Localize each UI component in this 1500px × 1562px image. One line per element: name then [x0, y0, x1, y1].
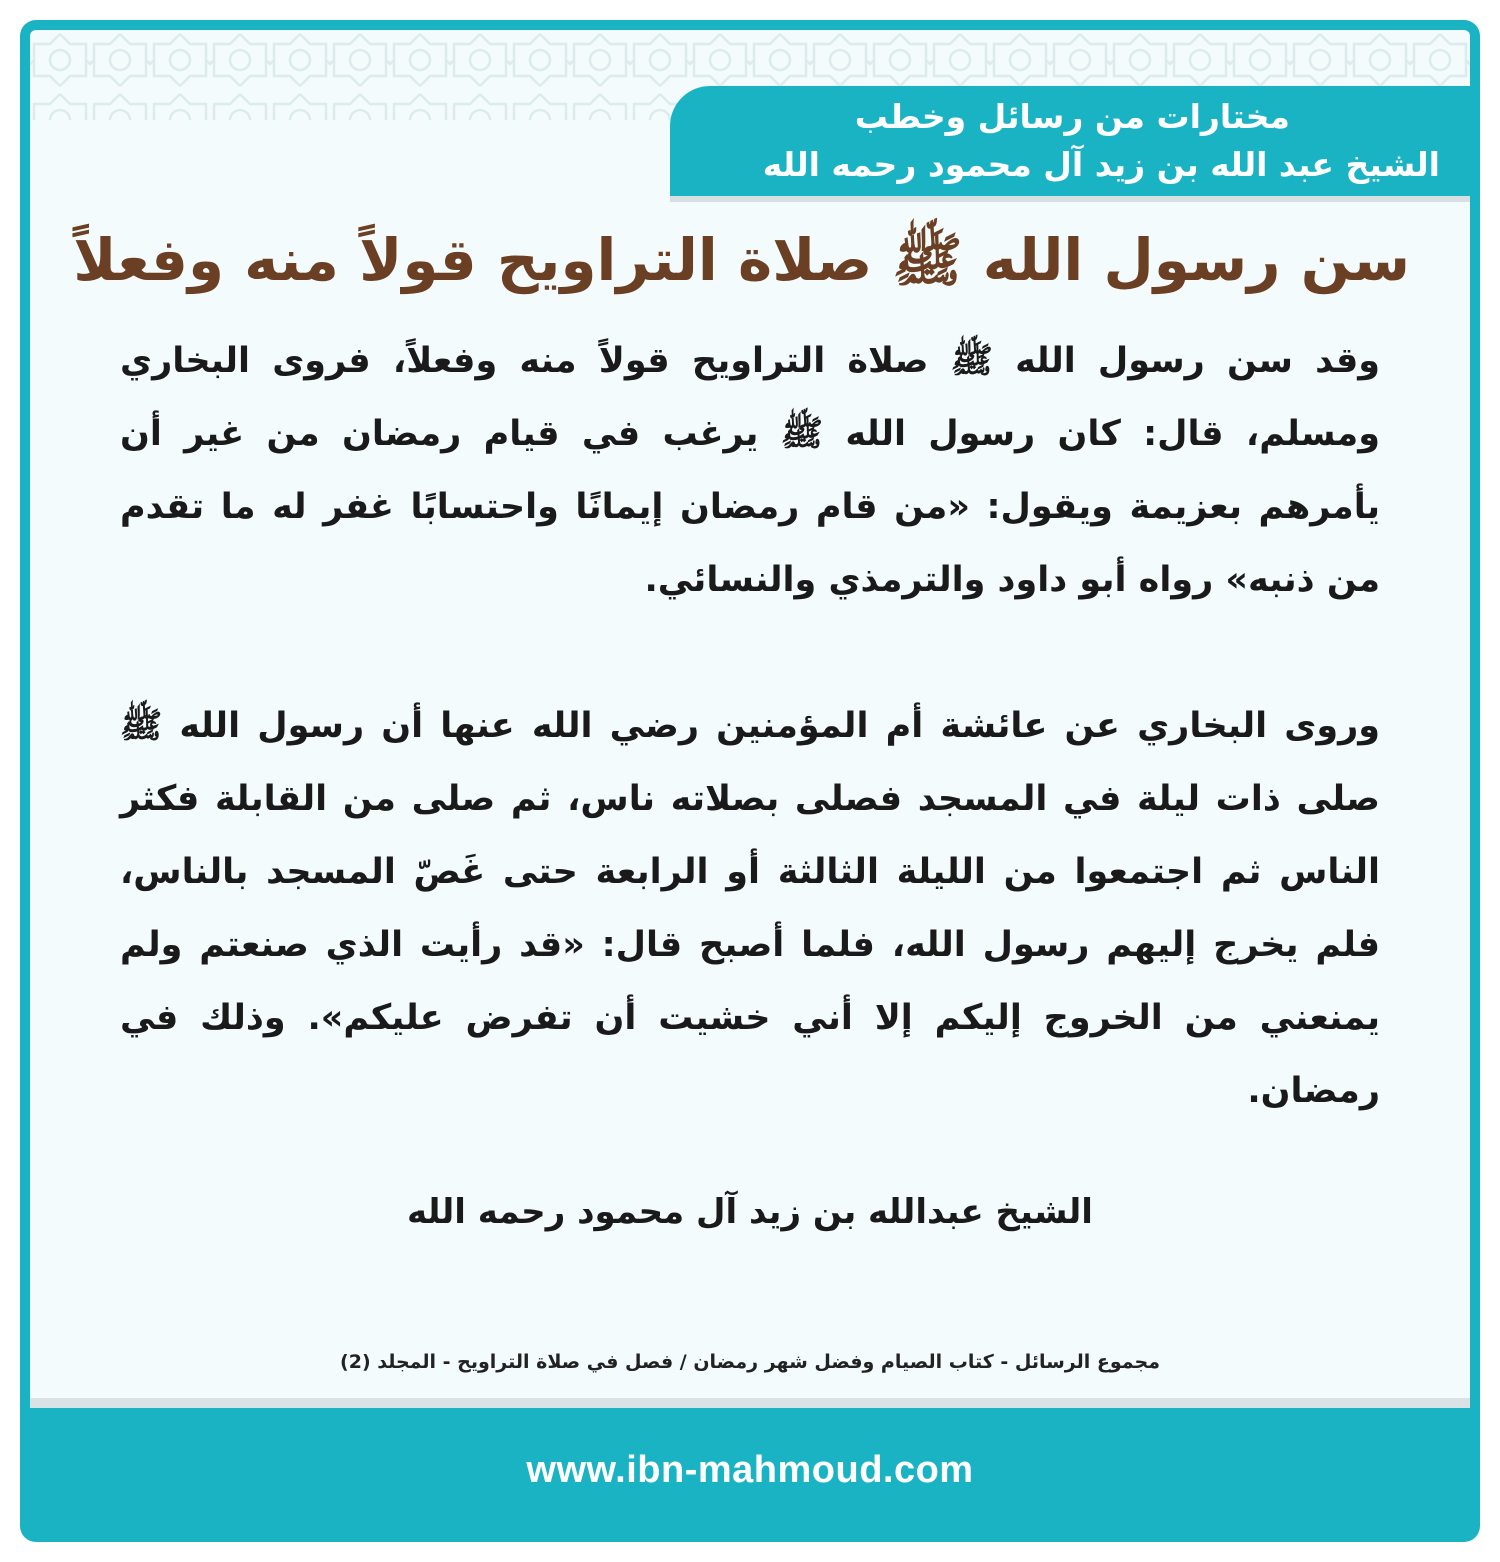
- header-author: الشيخ عبد الله بن زيد آل محمود رحمه الله: [762, 145, 1440, 184]
- author-signature: الشيخ عبدالله بن زيد آل محمود رحمه الله: [407, 1192, 1093, 1232]
- website-link[interactable]: www.ibn-mahmoud.com: [526, 1449, 974, 1491]
- page-title: سن رسول الله ﷺ صلاة التراويح قولاً منه وفعلاً: [73, 226, 1410, 294]
- article-body: [120, 325, 1380, 1128]
- content-card: [30, 30, 1470, 1408]
- header-subtitle: مختارات من رسائل وخطب: [854, 97, 1290, 136]
- poster-frame: [20, 20, 1480, 1542]
- source-citation: مجموع الرسائل - كتاب الصيام وفضل شهر رمضان / فصل في صلاة التراويح - المجلد (2): [340, 1351, 1160, 1373]
- card-bottom-shade: [30, 1398, 1470, 1408]
- header-banner: [670, 86, 1470, 196]
- paragraph-1: وقد سن رسول الله ﷺ صلاة التراويح قولاً منه وفعلاً، فروى البخاري ومسلم، قال: كان رسول الله ﷺ يرغب في قيام رمضان من غير أن يأمرهم بعزيمة ويقول: «من قام رمضان إيمانًا واحتسابًا غفر له ما تقدم من ذنبه» رواه أبو داود والترمذي والنسائي.: [120, 341, 1380, 600]
- paragraph-2: وروى البخاري عن عائشة أم المؤمنين رضي الله عنها أن رسول الله ﷺ صلى ذات ليلة في المسجد فصلى بصلاته ناس، ثم صلى من القابلة فكثر الناس ثم اجتمعوا من الليلة الثالثة أو الرابعة حتى غَصّ المسجد بالناس، فلم يخرج إليهم رسول الله، فلما أصبح قال: «قد رأيت الذي صنعتم ولم يمنعني من الخروج إليكم إلا أني خشيت أن تفرض عليكم». وذلك في رمضان.: [120, 706, 1380, 1111]
